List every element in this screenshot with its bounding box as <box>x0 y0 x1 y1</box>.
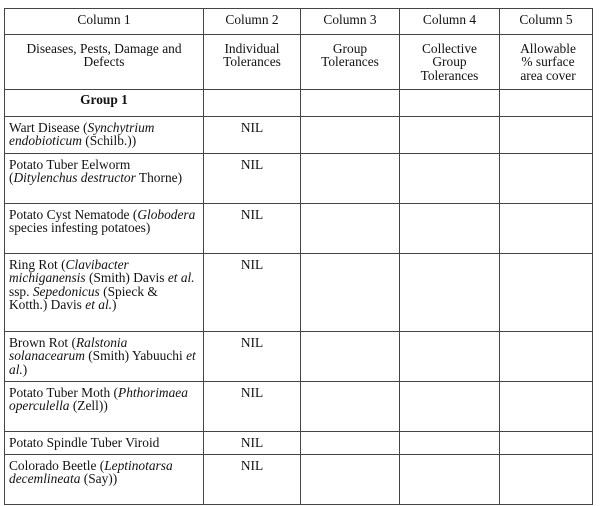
disease-name: Ring Rot (Clavibacter michiganensis (Smith) Davis et al. ssp. Sepedonicus (Spieck & Kotth.) Davis et al.) <box>5 254 204 332</box>
table-row <box>5 117 593 154</box>
disease-name: Colorado Beetle (Leptinotarsa decemlineata (Say)) <box>5 455 204 505</box>
table-row <box>5 154 593 204</box>
table-row <box>5 204 593 254</box>
surface-area-header: Allowable % surface area cover <box>500 35 593 90</box>
disease-name: Potato Cyst Nematode (Globodera species infesting potatoes) <box>5 204 204 254</box>
group-tolerances-header: Group Tolerances <box>301 35 400 90</box>
table-row <box>5 455 593 505</box>
column-number-row <box>5 9 593 35</box>
individual-tolerance: NIL <box>204 117 301 154</box>
individual-tolerance: NIL <box>204 154 301 204</box>
column-title-row <box>5 35 593 90</box>
individual-tolerance: NIL <box>204 332 301 382</box>
disease-name: Potato Spindle Tuber Viroid <box>5 432 204 455</box>
disease-name: Potato Tuber Moth (Phthorimaea operculella (Zell)) <box>5 382 204 432</box>
disease-name: Wart Disease (Synchytrium endobioticum (Schilb.)) <box>5 117 204 154</box>
group-label: Group 1 <box>5 90 204 117</box>
column-2-header: Column 2 <box>204 9 301 35</box>
column-3-header: Column 3 <box>301 9 400 35</box>
individual-tolerance: NIL <box>204 382 301 432</box>
individual-tolerance: NIL <box>204 455 301 505</box>
column-5-header: Column 5 <box>500 9 593 35</box>
table-row <box>5 254 593 332</box>
disease-name: Potato Tuber Eelworm (Ditylenchus destructor Thorne) <box>5 154 204 204</box>
tolerances-table <box>4 8 593 505</box>
table-row <box>5 382 593 432</box>
table-row <box>5 432 593 455</box>
individual-tolerance: NIL <box>204 254 301 332</box>
collective-tolerances-header: Collective Group Tolerances <box>400 35 500 90</box>
table-row <box>5 332 593 382</box>
group-row <box>5 90 593 117</box>
individual-tolerances-header: Individual Tolerances <box>204 35 301 90</box>
individual-tolerance: NIL <box>204 204 301 254</box>
column-4-header: Column 4 <box>400 9 500 35</box>
individual-tolerance: NIL <box>204 432 301 455</box>
disease-name: Brown Rot (Ralstonia solanacearum (Smith) Yabuuchi et al.) <box>5 332 204 382</box>
diseases-header: Diseases, Pests, Damage and Defects <box>5 35 204 90</box>
column-1-header: Column 1 <box>5 9 204 35</box>
